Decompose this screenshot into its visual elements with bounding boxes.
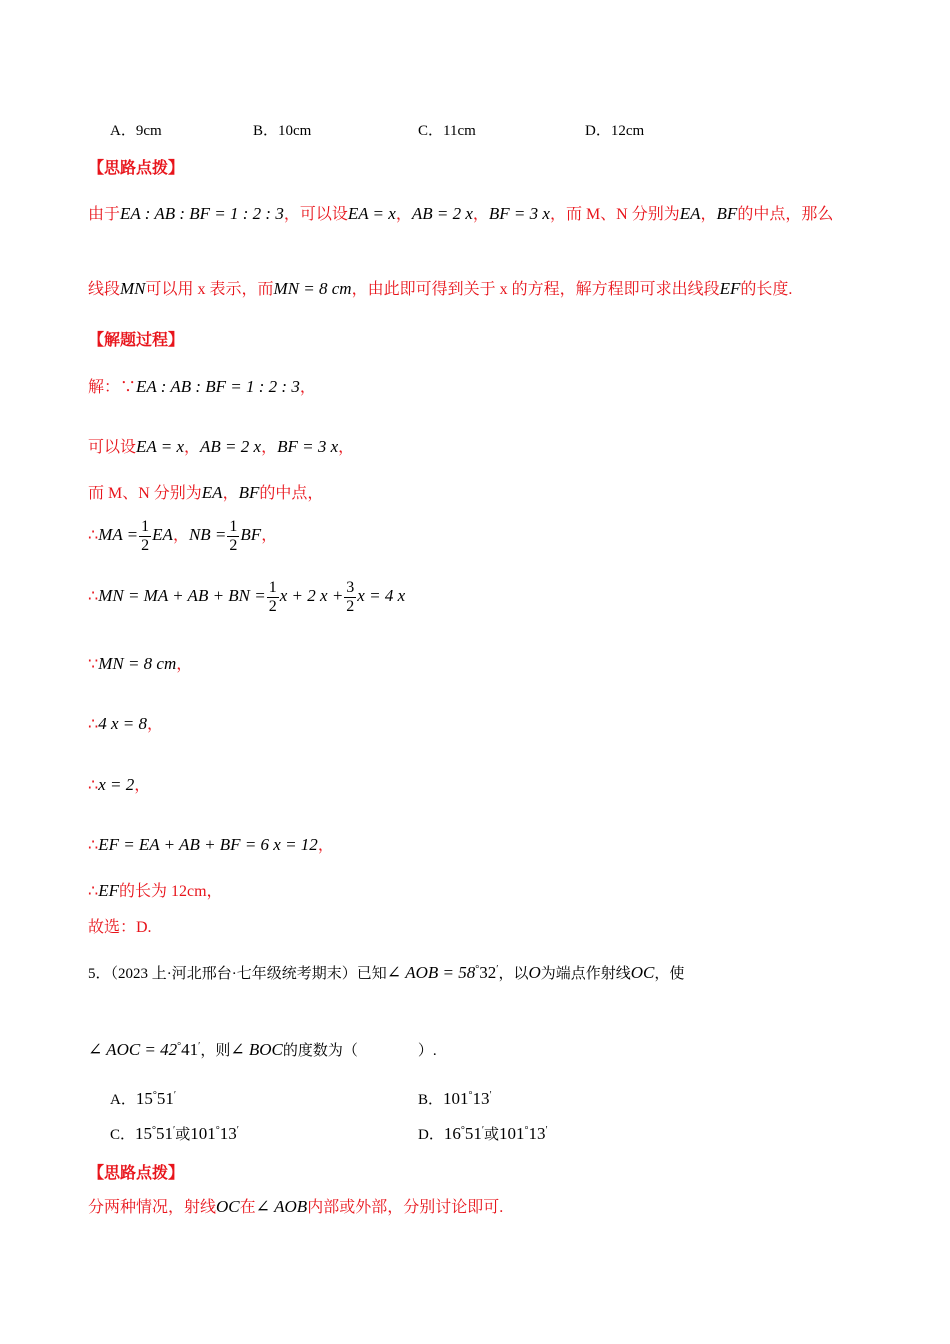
q5-stem-line-2	[88, 1039, 437, 1060]
solution-text: ，	[222, 485, 239, 502]
ratio-math: EA : AB : BF = 1 : 2 : 3	[136, 377, 300, 396]
minutes-value: 41	[181, 1040, 199, 1059]
ef-math: EF	[719, 279, 741, 298]
fraction-denominator: 2	[346, 598, 355, 615]
q4-option-c: C．11cm	[418, 123, 476, 139]
hint-text: 在	[239, 1199, 256, 1216]
solution-text: ，	[317, 837, 334, 854]
ea-math: EA	[679, 204, 701, 223]
hint-text: 可以用 x 表示，而	[145, 281, 274, 298]
ea-math: EA	[152, 525, 173, 545]
bf-math: BF	[238, 483, 260, 502]
degrees-value: 15	[135, 1089, 153, 1108]
fraction-denominator: 2	[268, 598, 277, 615]
q5-hint-line	[88, 1194, 503, 1217]
solution-answer: 故选：D.	[88, 919, 152, 936]
degree-symbol: °	[524, 1125, 529, 1136]
mn-8cm-math: MN = 8 cm	[273, 279, 352, 298]
hint-text: 的长度.	[740, 281, 793, 298]
option-label: D．	[418, 1127, 444, 1143]
bf-math: BF	[240, 525, 262, 545]
or-text: 或	[484, 1127, 500, 1143]
hint-text: ，而 M、N 分别为	[549, 206, 680, 223]
ef-sum-math: EF = EA + AB + BF = 6 x = 12	[98, 835, 318, 854]
equation-math: 4 x = 8	[98, 714, 147, 733]
degrees-value: 101	[190, 1124, 216, 1143]
hint-text: ，	[395, 206, 412, 223]
hint-text: 内部或外部，分别讨论即可.	[307, 1199, 504, 1216]
solution-text: ，	[261, 527, 278, 545]
ray-oc-math: OC	[216, 1197, 240, 1216]
minute-symbol: ′	[198, 1041, 201, 1052]
solution-text: ，	[184, 439, 201, 456]
solution-text: 而 M、N 分别为	[88, 485, 202, 502]
bf-math: BF = 3 x	[277, 437, 339, 456]
degree-symbol: °	[460, 1125, 465, 1136]
angle-aob-math: ∠ AOB = 58	[386, 963, 476, 982]
solution-line-4	[88, 518, 277, 555]
q5-text: ，使	[654, 966, 685, 982]
therefore-symbol: ∴	[88, 837, 99, 854]
degree-symbol: °	[468, 1090, 473, 1101]
hint-line-2	[88, 276, 792, 299]
fraction-numerator: 1	[268, 579, 277, 596]
minutes-value: 13	[219, 1124, 237, 1143]
q5-text: 为端点作射线	[540, 966, 631, 982]
fraction-denominator: 2	[141, 537, 150, 554]
solution-line-1	[88, 374, 316, 397]
q5-option-a	[110, 1088, 176, 1109]
option-label: C．	[110, 1127, 136, 1143]
q4-option-d: D．12cm	[585, 123, 645, 139]
point-o-math: O	[528, 963, 541, 982]
solution-heading: 【解题过程】	[88, 332, 185, 349]
q5-option-c	[110, 1123, 239, 1144]
solution-line-10	[88, 878, 223, 901]
minute-symbol: ′	[481, 1125, 485, 1136]
fraction-numerator: 1	[229, 518, 238, 535]
angle-aob-math: ∠ AOB	[255, 1197, 308, 1216]
fraction-numerator: 1	[141, 518, 150, 535]
solution-text: 解：∵	[88, 379, 137, 396]
hint-text: ，	[700, 206, 717, 223]
q4-option-a: A．9cm	[110, 123, 162, 139]
degree-symbol: °	[152, 1090, 157, 1101]
hint-text: 由于	[88, 206, 121, 223]
degrees-value: 101	[443, 1089, 469, 1108]
q5-text: 的度数为（ ）.	[282, 1043, 437, 1059]
solution-line-7	[88, 711, 163, 734]
therefore-symbol: ∴	[88, 588, 99, 606]
hint-text: ，可以设	[283, 206, 348, 223]
because-symbol: ∵	[88, 656, 99, 673]
minute-symbol: ′	[173, 1125, 176, 1136]
fraction-one-half	[139, 518, 151, 555]
ray-oc-math: OC	[630, 963, 655, 982]
degree-symbol: °	[475, 964, 480, 975]
ea-math: EA = x	[347, 204, 396, 223]
ef-math: EF	[98, 881, 119, 900]
degree-symbol: °	[215, 1125, 220, 1136]
option-label: A．	[110, 1092, 136, 1108]
hint-heading: 【思路点拨】	[88, 160, 185, 177]
solution-text: ，	[338, 439, 355, 456]
q5-option-d	[418, 1123, 548, 1144]
solution-text: ，	[146, 716, 163, 733]
fraction-one-half	[227, 518, 239, 555]
angle-aoc-math: ∠ AOC = 42	[88, 1040, 178, 1059]
ab-math: AB = 2 x	[200, 437, 262, 456]
q5-hint-heading: 【思路点拨】	[88, 1165, 185, 1182]
minute-symbol: ′	[545, 1125, 548, 1136]
sum-result-math: x = 4 x	[357, 586, 406, 606]
solution-line-6	[88, 651, 192, 674]
minutes-value: 51	[156, 1124, 174, 1143]
minutes-value: 32	[479, 963, 497, 982]
mn-math: MN	[120, 279, 146, 298]
minutes-value: 13	[528, 1124, 546, 1143]
or-text: 或	[175, 1127, 191, 1143]
minutes-value: 51	[464, 1124, 482, 1143]
q5-text: 5．（2023 上·河北邢台·七年级统考期末）已知	[88, 966, 387, 982]
solution-line-2	[88, 434, 354, 457]
solution-text: ，	[261, 439, 278, 456]
therefore-symbol: ∴	[88, 777, 99, 794]
minute-symbol: ′	[489, 1090, 492, 1101]
fraction-numerator: 3	[346, 579, 355, 596]
sum-middle-math: x + 2 x +	[279, 586, 344, 606]
degrees-value: 15	[135, 1124, 153, 1143]
solution-text: ，	[176, 656, 193, 673]
hint-line-1	[88, 201, 833, 224]
degrees-value: 16	[443, 1124, 461, 1143]
ea-math: EA = x	[136, 437, 184, 456]
nb-math: NB =	[188, 525, 227, 545]
solution-text: 的中点，	[259, 485, 324, 502]
solution-text: ，	[134, 777, 151, 794]
q5-option-b	[418, 1088, 492, 1109]
q4-option-b: B．10cm	[253, 123, 312, 139]
fraction-one-half	[267, 579, 279, 616]
q5-text: ，则	[200, 1043, 231, 1059]
minute-symbol: ′	[173, 1090, 177, 1101]
option-label: B．	[418, 1092, 444, 1108]
solution-line-8	[88, 772, 150, 795]
degree-symbol: °	[152, 1125, 157, 1136]
solution-text: ，	[172, 527, 189, 545]
minute-symbol: ′	[236, 1125, 239, 1136]
angle-boc-math: ∠ BOC	[230, 1040, 283, 1059]
bf-math: BF = 3 x	[488, 204, 550, 223]
solution-text: 的长为 12cm，	[118, 883, 223, 900]
minutes-value: 13	[472, 1089, 490, 1108]
solution-text: ，	[299, 379, 316, 396]
therefore-symbol: ∴	[88, 883, 99, 900]
minutes-value: 51	[156, 1089, 174, 1108]
hint-text: 的中点，那么	[737, 206, 834, 223]
mn-8cm-math: MN = 8 cm	[98, 654, 177, 673]
solution-line-5	[88, 579, 405, 616]
hint-text: ，	[472, 206, 489, 223]
therefore-symbol: ∴	[88, 527, 99, 545]
hint-text: 分两种情况，射线	[88, 1199, 217, 1216]
ma-math: MA =	[98, 525, 139, 545]
mn-sum-math: MN = MA + AB + BN =	[98, 586, 266, 606]
minute-symbol: ′	[496, 964, 499, 975]
degree-symbol: °	[177, 1041, 182, 1052]
therefore-symbol: ∴	[88, 716, 99, 733]
solution-text: 可以设	[88, 439, 137, 456]
degrees-value: 101	[499, 1124, 525, 1143]
fraction-three-halves	[344, 579, 356, 616]
fraction-denominator: 2	[229, 537, 238, 554]
q5-text: ，以	[498, 966, 529, 982]
x-value-math: x = 2	[98, 775, 135, 794]
ea-math: EA	[201, 483, 223, 502]
bf-math: BF	[716, 204, 738, 223]
solution-line-3	[88, 480, 323, 503]
hint-text: 线段	[88, 281, 121, 298]
solution-line-9	[88, 832, 334, 855]
ab-math: AB = 2 x	[411, 204, 473, 223]
ratio-math: EA : AB : BF = 1 : 2 : 3	[120, 204, 284, 223]
hint-text: ，由此即可得到关于 x 的方程，解方程即可求出线段	[351, 281, 720, 298]
q5-stem-line-1	[88, 962, 684, 983]
